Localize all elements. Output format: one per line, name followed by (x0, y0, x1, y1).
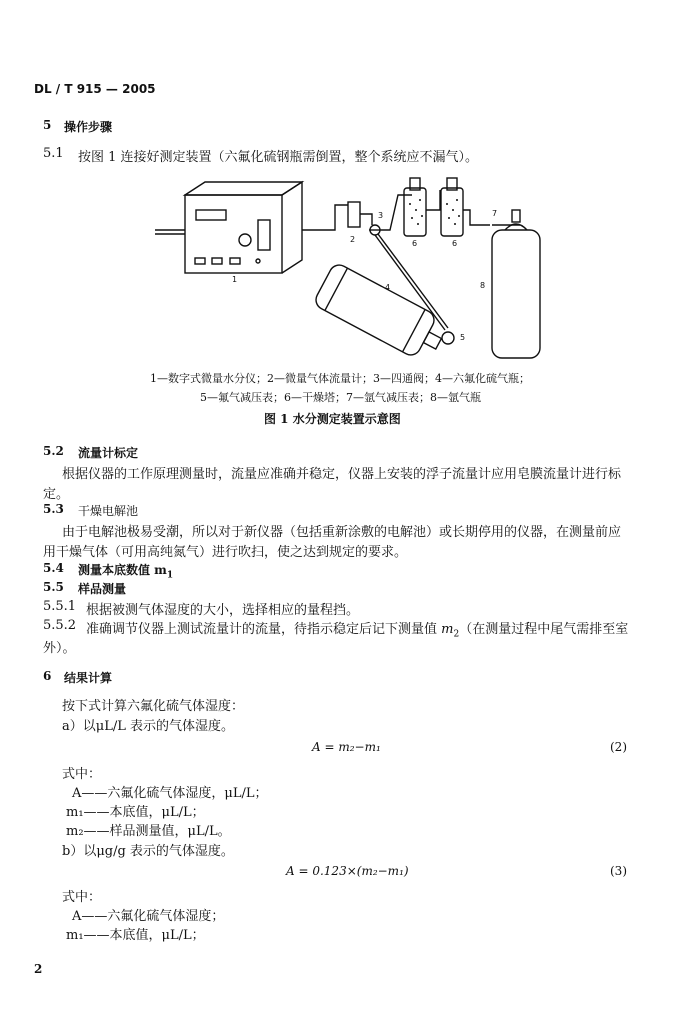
clause-5-2-title: 流量计标定 (78, 446, 139, 460)
figure-title: 图 1 水分测定装置示意图 (264, 412, 401, 426)
equation-3: A = 0.123×(m₂−m₁) (286, 864, 409, 878)
measurement-apparatus-diagram (0, 170, 690, 370)
clause-5-3-title: 干燥电解池 (78, 504, 139, 518)
label-4: 4 (385, 283, 391, 292)
section-5-heading: 操作步骤 (64, 120, 113, 134)
equation-3-number: (3) (610, 864, 627, 878)
clause-5-5-2-text-a: 准确调节仪器上测试流量计的流量，待指示稳定后记下测量值 (86, 622, 438, 637)
label-5: 5 (460, 333, 466, 342)
definition-A-1: A——六氟化硫气体湿度，μL/L； (72, 786, 268, 801)
clause-5-5-2-line2: 外）。 (43, 641, 76, 656)
clause-5-5-2-text (86, 618, 628, 640)
clause-5-5-1-text: 根据被测气体湿度的大小，选择相应的量程挡。 (86, 603, 360, 618)
document-code: DL / T 915 — 2005 (34, 82, 156, 96)
equation-2: A = m₂−m₁ (312, 740, 381, 754)
clause-5-5-1-number: 5.5.1 (43, 599, 77, 614)
label-3: 3 (378, 211, 384, 220)
clause-5-3-body-line2: 用干燥气体（可用高纯氮气）进行吹扫，使之达到规定的要求。 (43, 545, 408, 560)
clause-5-3-body-line1: 由于电解池极易受潮，所以对于新仪器（包括重新涂敷的电解池）或长期停用的仪器，在测量前应 (62, 525, 622, 540)
definition-m1-b: m₁——本底值，μL/L； (66, 928, 205, 943)
label-7: 7 (492, 209, 498, 218)
figure-caption-line2: 5—氟气减压表；6—干燥塔；7—氩气减压表；8—氩气瓶 (200, 391, 481, 404)
clause-5-4-number: 5.4 (43, 561, 64, 575)
clause-5-5-2-number: 5.5.2 (43, 618, 77, 633)
clause-5-5-2-text-b: （在测量过程中尾气需排至室 (459, 622, 629, 637)
label-6b: 6 (452, 239, 458, 248)
section-5-number: 5 (43, 118, 52, 132)
clause-5-5-number: 5.5 (43, 580, 64, 594)
where-2: 式中： (62, 890, 102, 905)
clause-5-2-number: 5.2 (43, 444, 64, 458)
section-6-b-line: b）以μg/g 表示的气体湿度。 (62, 844, 234, 859)
section-6-intro: 按下式计算六氟化硫气体湿度： (62, 699, 245, 714)
clause-5-5-title: 样品测量 (78, 582, 127, 596)
clause-5-2-body-line1: 根据仪器的工作原理测量时，流量应准确并稳定，仪器上安装的浮子流量计应用皂膜流量计进行标 (62, 467, 622, 482)
section-6-a-line: a）以μL/L 表示的气体湿度。 (62, 719, 234, 734)
clause-5-2-body-line2: 定。 (43, 487, 70, 502)
figure-caption-line1: 1—数字式微量水分仪；2—微量气体流量计；3—四通阀；4—六氟化硫气瓶； (150, 372, 530, 385)
section-6-heading: 结果计算 (64, 671, 113, 685)
label-8: 8 (480, 281, 486, 290)
clause-5-4-subscript: 1 (166, 570, 174, 581)
definition-m1: m₁——本底值，μL/L； (66, 805, 205, 820)
where-1: 式中： (62, 767, 102, 782)
clause-5-4-title (78, 561, 173, 580)
label-2: 2 (350, 235, 356, 244)
clause-5-3-number: 5.3 (43, 502, 64, 516)
label-6a: 6 (412, 239, 418, 248)
clause-5-5-2-var: m (441, 622, 454, 637)
definition-m2: m₂——样品测量值，μL/L。 (66, 824, 231, 839)
equation-2-number: (2) (610, 740, 627, 754)
clause-5-5-2-sub: 2 (453, 629, 460, 640)
clause-5-1-number: 5.1 (43, 146, 64, 161)
clause-5-4-title-text: 测量本底数值 m (78, 563, 167, 577)
section-6-number: 6 (43, 669, 52, 683)
page-number: 2 (34, 962, 43, 976)
definition-A-2: A——六氟化硫气体湿度； (72, 909, 225, 924)
clause-5-1-text: 按图 1 连接好测定装置（六氟化硫钢瓶需倒置，整个系统应不漏气）。 (78, 150, 479, 165)
label-1: 1 (232, 275, 238, 284)
